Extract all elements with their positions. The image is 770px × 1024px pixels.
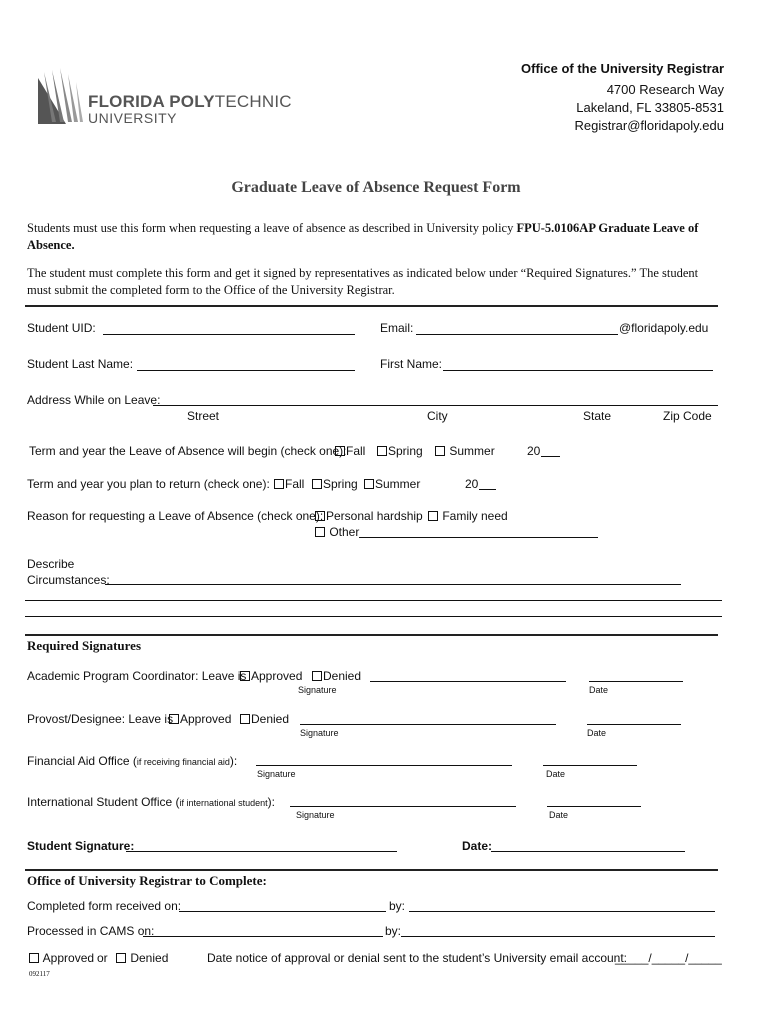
- reason-hardship-label: Personal hardship: [326, 509, 423, 523]
- last-name-label: Student Last Name:: [27, 357, 134, 371]
- reason-other-field[interactable]: [359, 537, 598, 538]
- coordinator-denied-label: Denied: [323, 669, 362, 683]
- registrar-heading: Office of University Registrar to Complete:: [27, 873, 267, 888]
- reason-hardship-option[interactable]: [315, 509, 423, 523]
- office-name: Office of the University Registrar: [521, 61, 724, 76]
- intro-text: Students must use this form when requesting a leave of absence as described in University policy: [27, 221, 517, 235]
- logo-subname: UNIVERSITY: [88, 110, 178, 126]
- office-city-state: Lakeland, FL 33805-8531: [576, 100, 724, 115]
- return-year-prefix: 20: [465, 477, 479, 491]
- reason-hardship-checkbox[interactable]: [315, 511, 325, 521]
- registrar-approved-option[interactable]: [29, 951, 94, 965]
- student-signature-field[interactable]: [126, 851, 397, 852]
- first-name-field[interactable]: [443, 370, 713, 371]
- address-field[interactable]: [153, 405, 718, 406]
- processed-date-field[interactable]: [143, 936, 383, 937]
- section-divider: [25, 869, 718, 871]
- reason-other-label: Other: [329, 525, 360, 539]
- student-uid-label: Student UID:: [27, 321, 96, 335]
- first-name-label: First Name:: [380, 357, 443, 371]
- policy-reference: FPU-5.0106AP Graduate Leave of Absence.: [27, 221, 699, 252]
- coordinator-approved-option[interactable]: [240, 669, 302, 683]
- email-domain: @floridapoly.edu: [619, 321, 709, 335]
- coordinator-date-field[interactable]: [589, 681, 683, 682]
- international-close: ):: [267, 795, 275, 809]
- reason-other-checkbox[interactable]: [315, 527, 325, 537]
- email-field[interactable]: [416, 334, 618, 335]
- received-date-field[interactable]: [179, 911, 386, 912]
- return-spring-option[interactable]: [312, 477, 358, 491]
- begin-fall-label: Fall: [346, 444, 366, 458]
- provost-denied-option[interactable]: [240, 712, 289, 726]
- return-spring-label: Spring: [323, 477, 358, 491]
- return-spring-checkbox[interactable]: [312, 479, 322, 489]
- reason-family-checkbox[interactable]: [428, 511, 438, 521]
- circumstances-field-line2[interactable]: [25, 600, 722, 601]
- registrar-approved-label: Approved: [42, 951, 95, 965]
- return-fall-option[interactable]: [274, 477, 304, 491]
- leave-begin-label: Term and year the Leave of Absence will begin (check one):: [29, 444, 347, 458]
- office-email: Registrar@floridapoly.edu: [574, 118, 724, 133]
- financial-aid-label: [27, 754, 237, 768]
- financial-aid-note: if receiving financial aid: [136, 757, 230, 767]
- reason-label: Reason for requesting a Leave of Absence (check one):: [27, 509, 324, 523]
- begin-year-prefix: 20: [527, 444, 541, 458]
- address-label: Address While on Leave:: [27, 393, 161, 407]
- begin-fall-option[interactable]: [335, 444, 365, 458]
- provost-date-field[interactable]: [587, 724, 681, 725]
- intro-paragraph-2: The student must complete this form and get it signed by representatives as indicated below under “Required Signatures.” The student must submit the completed form to the Office of the University Registrar.: [27, 266, 699, 297]
- return-label: Term and year you plan to return (check one):: [27, 477, 270, 491]
- provost-denied-checkbox[interactable]: [240, 714, 250, 724]
- coordinator-approved-label: Approved: [251, 669, 303, 683]
- coordinator-signature-field[interactable]: [370, 681, 566, 682]
- reason-family-label: Family need: [442, 509, 508, 523]
- provost-signature-caption: Signature: [300, 728, 339, 738]
- last-name-field[interactable]: [137, 370, 355, 371]
- return-summer-option[interactable]: [364, 477, 420, 491]
- form-code: 092117: [29, 970, 50, 978]
- registrar-denied-label: Denied: [130, 951, 169, 965]
- circumstances-field-line1[interactable]: [105, 584, 681, 585]
- logo-wordmark: [88, 92, 292, 112]
- form-title: Graduate Leave of Absence Request Form: [231, 179, 521, 196]
- provost-signature-field[interactable]: [300, 724, 556, 725]
- processed-by-field[interactable]: [401, 936, 715, 937]
- financial-aid-date-caption: Date: [546, 769, 566, 779]
- student-date-field[interactable]: [491, 851, 685, 852]
- international-signature-field[interactable]: [290, 806, 516, 807]
- begin-summer-label: Summer: [449, 444, 495, 458]
- processed-by-label: by:: [385, 924, 402, 938]
- office-street: 4700 Research Way: [606, 82, 724, 97]
- registrar-or-text: or: [97, 951, 108, 965]
- student-date-label: Date:: [462, 839, 493, 853]
- coordinator-approved-checkbox[interactable]: [240, 671, 250, 681]
- international-label: [27, 795, 275, 809]
- registrar-denied-checkbox[interactable]: [116, 953, 126, 963]
- address-city-caption: City: [427, 409, 448, 423]
- international-text: International Student Office (: [27, 795, 180, 809]
- return-year-field[interactable]: [479, 489, 496, 490]
- begin-summer-checkbox[interactable]: [435, 446, 445, 456]
- circumstances-field-line3[interactable]: [25, 616, 722, 617]
- student-signature-label: Student Signature:: [27, 839, 135, 853]
- financial-aid-date-field[interactable]: [543, 765, 637, 766]
- describe-label-line1: Describe: [27, 557, 75, 571]
- registrar-denied-option[interactable]: [116, 951, 168, 965]
- begin-fall-checkbox[interactable]: [335, 446, 345, 456]
- received-label: Completed form received on:: [27, 899, 182, 913]
- address-street-caption: Street: [187, 409, 220, 423]
- coordinator-signature-caption: Signature: [298, 685, 337, 695]
- return-fall-checkbox[interactable]: [274, 479, 284, 489]
- received-by-label: by:: [389, 899, 406, 913]
- international-signature-caption: Signature: [296, 810, 335, 820]
- provost-denied-label: Denied: [251, 712, 290, 726]
- coordinator-label: Academic Program Coordinator: Leave is: [27, 669, 247, 683]
- return-summer-label: Summer: [375, 477, 421, 491]
- provost-label: Provost/Designee: Leave is: [27, 712, 174, 726]
- processed-label: Processed in CAMS on:: [27, 924, 155, 938]
- section-divider: [25, 634, 718, 636]
- begin-spring-option[interactable]: [377, 444, 423, 458]
- international-date-caption: Date: [549, 810, 569, 820]
- signatures-heading: Required Signatures: [27, 638, 142, 653]
- section-divider: [25, 305, 718, 307]
- international-date-field[interactable]: [547, 806, 641, 807]
- provost-approved-option[interactable]: [169, 712, 231, 726]
- notice-date-field[interactable]: _____/_____/_____: [615, 951, 722, 965]
- provost-date-caption: Date: [587, 728, 607, 738]
- student-uid-field[interactable]: [103, 334, 355, 335]
- address-state-caption: State: [583, 409, 612, 423]
- coordinator-denied-option[interactable]: [312, 669, 361, 683]
- return-summer-checkbox[interactable]: [364, 479, 374, 489]
- email-label: Email:: [380, 321, 414, 335]
- notice-label: Date notice of approval or denial sent to the student’s University email account:: [207, 951, 628, 965]
- return-fall-label: Fall: [285, 477, 305, 491]
- describe-label-line2: Circumstances:: [27, 573, 110, 587]
- received-by-field[interactable]: [409, 911, 715, 912]
- begin-summer-option[interactable]: [435, 444, 495, 458]
- university-logo: [38, 68, 84, 126]
- begin-year-field[interactable]: [541, 456, 560, 457]
- logo-name-bold: FLORIDA POLY: [88, 92, 215, 111]
- international-note: if international student: [179, 798, 268, 808]
- coordinator-denied-checkbox[interactable]: [312, 671, 322, 681]
- registrar-approved-checkbox[interactable]: [29, 953, 39, 963]
- reason-other-option[interactable]: [315, 525, 359, 539]
- begin-spring-checkbox[interactable]: [377, 446, 387, 456]
- reason-family-option[interactable]: [428, 509, 508, 523]
- financial-aid-close: ):: [229, 754, 238, 768]
- financial-aid-signature-caption: Signature: [257, 769, 296, 779]
- provost-approved-checkbox[interactable]: [169, 714, 179, 724]
- financial-aid-signature-field[interactable]: [256, 765, 512, 766]
- coordinator-date-caption: Date: [589, 685, 609, 695]
- provost-approved-label: Approved: [180, 712, 232, 726]
- begin-spring-label: Spring: [388, 444, 423, 458]
- address-zip-caption: Zip Code: [663, 409, 712, 423]
- logo-name-light: TECHNIC: [214, 92, 292, 111]
- intro-paragraph-1: [27, 220, 717, 254]
- financial-aid-text: Financial Aid Office (: [27, 754, 137, 768]
